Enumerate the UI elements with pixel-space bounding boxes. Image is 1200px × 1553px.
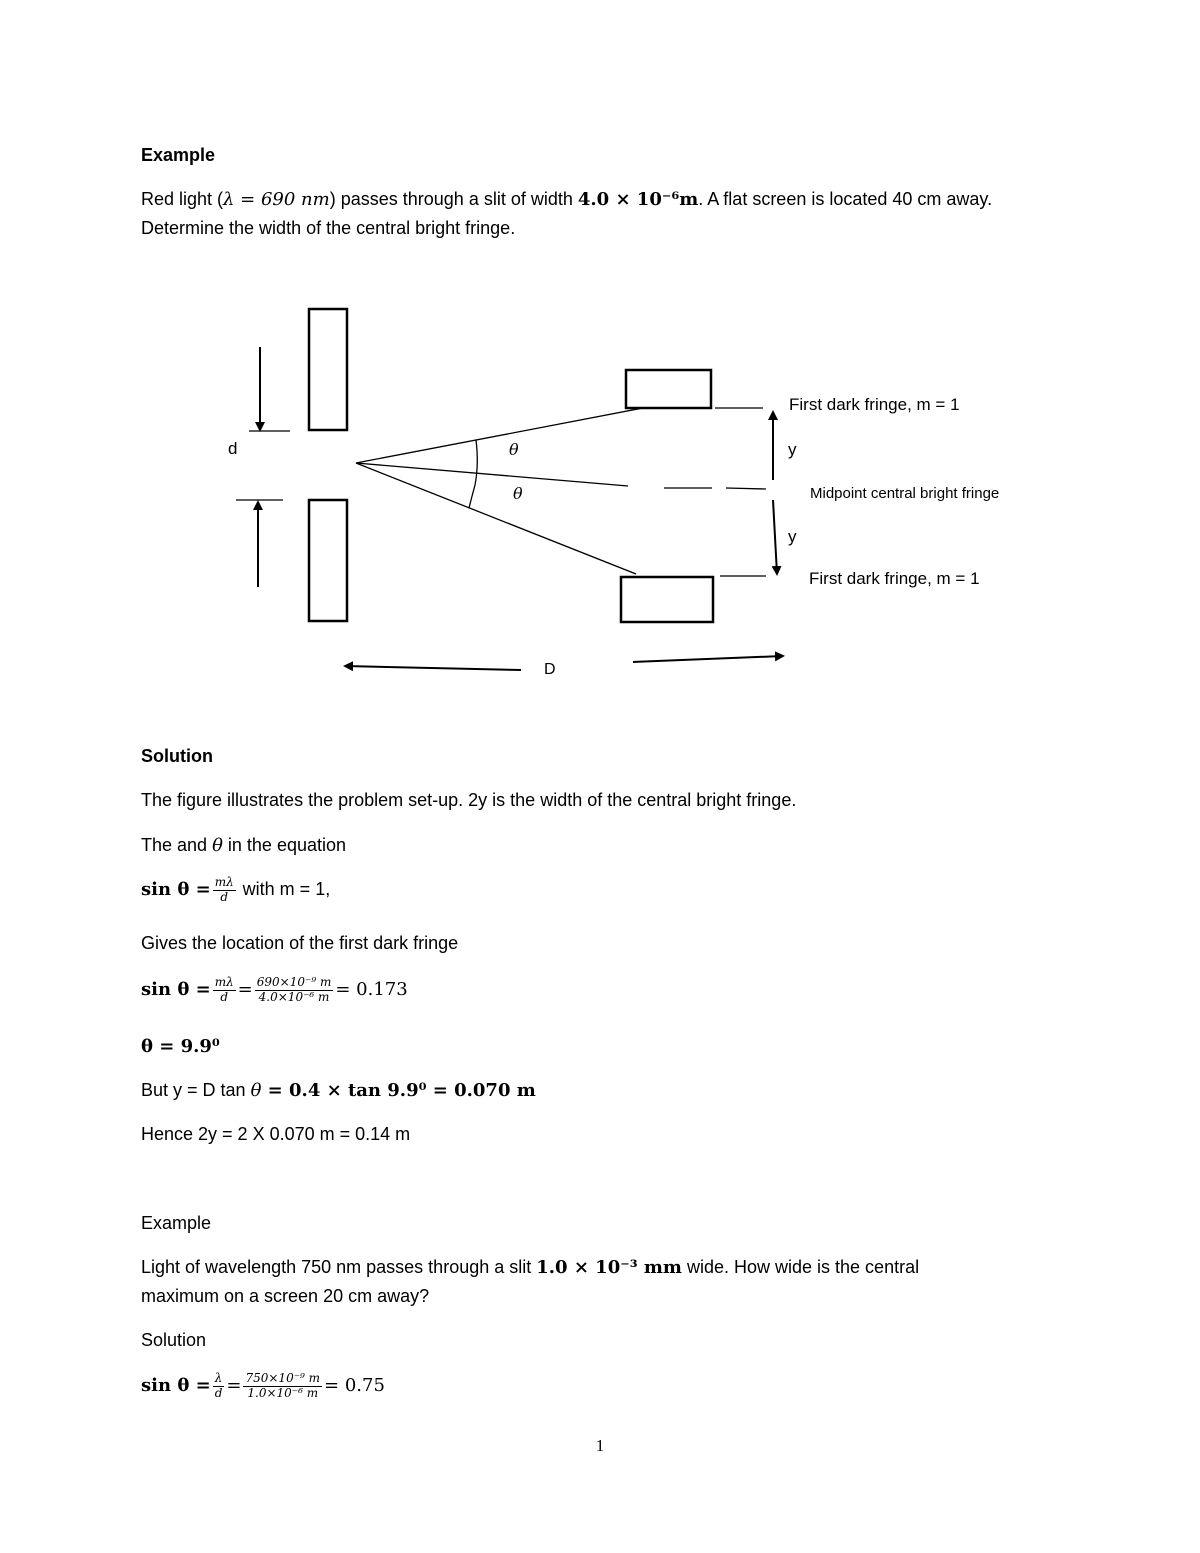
equation-2-numerator-2: 690×10⁻⁹ m	[256, 975, 332, 989]
solution-line-7-a: But y = D tan	[141, 1080, 251, 1100]
equation-2-equals: =	[237, 979, 253, 1001]
example-2-slit-expression: 1.0 × 10⁻³ mm	[536, 1257, 682, 1278]
single-slit-diagram	[0, 0, 1200, 720]
solution-line-2-a: The and	[141, 835, 213, 855]
D-arrow-left	[345, 666, 521, 670]
label-first-dark-top: First dark fringe, m = 1	[789, 395, 960, 414]
example-2-line-2: maximum on a screen 20 cm away?	[141, 1286, 430, 1306]
equation-2-numerator-1: mλ	[214, 975, 234, 989]
equation-4-denominator-2: 1.0×10⁻⁶ m	[247, 1385, 319, 1400]
solution-line-2-theta: θ	[212, 835, 223, 856]
equation-4	[141, 1372, 385, 1401]
solution-heading-2: Solution	[141, 1330, 207, 1350]
slit-barrier-bottom	[309, 500, 347, 621]
equation-2-lhs: sin θ =	[141, 979, 211, 1001]
solution-line-7-b: = 0.4 × tan 9.9⁰ = 0.070 m	[261, 1080, 536, 1101]
slit-barrier-top	[309, 309, 347, 430]
label-y-upper: y	[788, 440, 797, 459]
equation-4-lhs: sin θ =	[141, 1375, 211, 1397]
example-2-line-1-a: Light of wavelength 750 nm passes through a slit	[141, 1257, 537, 1277]
ray-central	[356, 463, 628, 486]
equation-2	[141, 976, 408, 1005]
angle-arc-upper	[475, 440, 477, 485]
equation-1	[141, 876, 330, 905]
equation-2-fraction-1	[213, 976, 236, 1005]
label-midpoint: Midpoint central bright fringe	[810, 485, 1000, 502]
label-y-lower: y	[788, 527, 797, 546]
equation-1-tail: with m = 1,	[237, 879, 331, 900]
solution-line-4: Gives the location of the first dark fringe	[141, 933, 459, 953]
label-theta-upper: θ	[509, 440, 519, 459]
equation-1-denominator: d	[220, 889, 229, 904]
equation-4-denominator-1: d	[214, 1385, 223, 1400]
equation-1-fraction	[213, 876, 236, 905]
equation-2-denominator-1: d	[220, 989, 229, 1004]
equation-1-numerator: mλ	[214, 875, 234, 889]
angle-arc-lower	[469, 485, 475, 508]
screen-block-bottom	[621, 577, 713, 622]
equation-4-fraction-2	[243, 1372, 322, 1401]
equation-4-numerator-1: λ	[213, 1372, 225, 1387]
problem-text-3: . A flat screen is located 40 cm away.	[698, 189, 993, 209]
ray-upper	[356, 408, 643, 463]
equation-4-equals: =	[226, 1375, 242, 1397]
equation-4-numerator-2: 750×10⁻⁹ m	[245, 1371, 321, 1385]
label-theta-lower: θ	[513, 484, 523, 503]
slit-width-expression: 4.0 × 10⁻⁶m	[577, 189, 699, 210]
problem-text-2: ) passes through a slit of width	[329, 189, 578, 209]
example-heading-1: Example	[141, 145, 216, 165]
solution-heading-1: Solution	[141, 746, 213, 766]
equation-2-result: = 0.173	[335, 979, 408, 1001]
solution-line-7	[141, 1080, 536, 1102]
problem-text-1: Red light (	[141, 189, 224, 209]
solution-line-2-b: in the equation	[222, 835, 347, 855]
example-2-line-1	[141, 1257, 919, 1279]
wavelength-expression: λ = 690 nm	[223, 189, 330, 210]
equation-4-fraction-1	[213, 1372, 225, 1401]
equation-1-lhs: sin θ =	[141, 879, 211, 901]
midline-dash-2	[726, 488, 766, 489]
ray-lower	[356, 463, 636, 574]
solution-line-2	[141, 835, 346, 857]
screen-block-top	[626, 370, 711, 408]
equation-2-denominator-2: 4.0×10⁻⁶ m	[258, 989, 330, 1004]
page-number: 1	[595, 1436, 605, 1455]
equation-3: θ = 9.9⁰	[141, 1036, 220, 1057]
problem-statement-line-2: Determine the width of the central bright fringe.	[141, 218, 516, 238]
example-2-line-1-b: wide. How wide is the central	[681, 1257, 920, 1277]
label-first-dark-bottom: First dark fringe, m = 1	[809, 569, 980, 588]
solution-line-7-theta: θ	[250, 1080, 262, 1101]
D-arrow-right	[633, 656, 783, 662]
equation-4-result: = 0.75	[324, 1375, 385, 1397]
label-D: D	[544, 661, 556, 678]
solution-line-8: Hence 2y = 2 X 0.070 m = 0.14 m	[141, 1124, 411, 1144]
label-d: d	[228, 439, 238, 458]
y-arrow-down	[773, 500, 777, 574]
equation-2-fraction-2	[255, 976, 334, 1005]
solution-line-1: The figure illustrates the problem set-up. 2y is the width of the central bright fringe.	[141, 790, 797, 810]
example-heading-2: Example	[141, 1213, 212, 1233]
